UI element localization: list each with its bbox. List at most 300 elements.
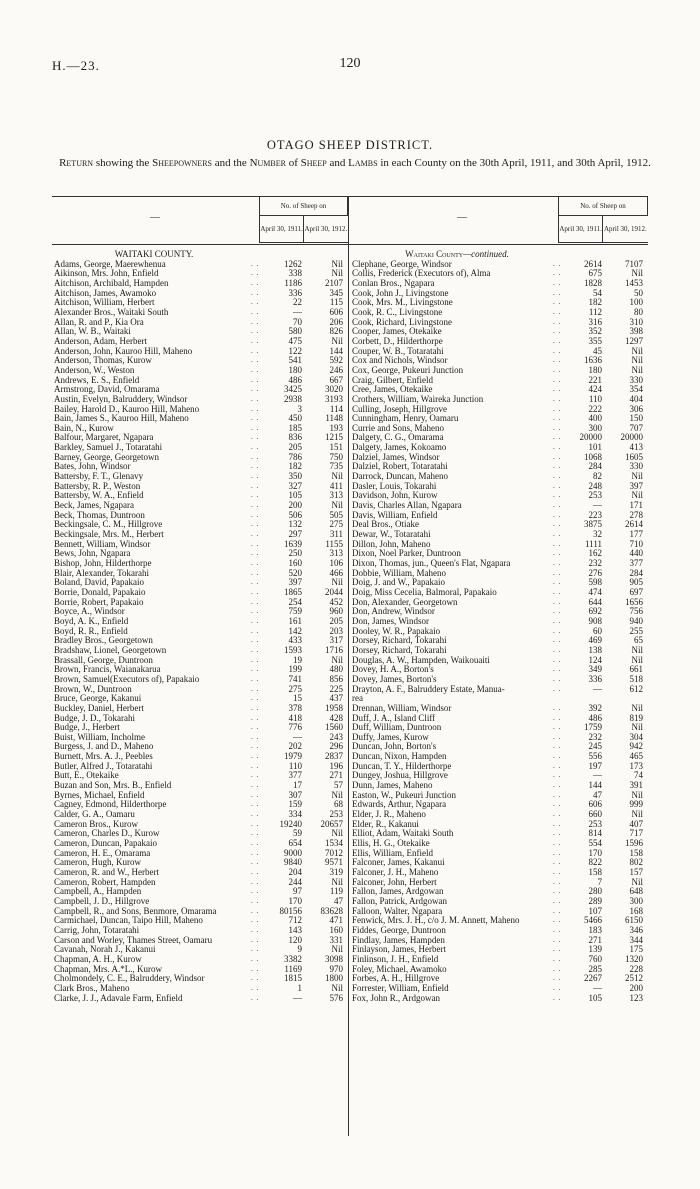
- sheep-count-1912: 819: [629, 712, 643, 723]
- sheep-count-1911: 7: [597, 876, 602, 887]
- sheep-count-1912: 47: [334, 895, 343, 906]
- owner-name: Budge, J. D., Tokarahi: [54, 713, 135, 723]
- owner-name: Falconer, James, Kakanui: [352, 858, 445, 868]
- owner-name: Allan, R. and P., Kia Ora: [54, 317, 144, 327]
- leader-dots: . .: [553, 385, 562, 394]
- sheep-count-1912: 717: [629, 828, 643, 839]
- sheep-count-1912: Nil: [631, 644, 643, 655]
- owner-name: Bishop, John, Hilderthorpe: [54, 559, 152, 568]
- leader-dots: . .: [251, 790, 260, 799]
- sheep-count-1912: 243: [329, 731, 343, 742]
- owner-name: Couper, W. B., Totaratahi: [352, 346, 444, 356]
- sheep-count-1912: 697: [629, 586, 643, 597]
- table-row: [54, 791, 346, 801]
- table-row: [352, 530, 648, 540]
- owner-name: Battersby, W. A., Enfield: [54, 491, 144, 501]
- leader-dots: . .: [251, 443, 260, 452]
- owner-name: Ellis, William, Enfield: [352, 848, 433, 858]
- leader-dots: . .: [251, 771, 260, 780]
- table-row: [54, 414, 346, 424]
- leader-dots: . .: [553, 365, 562, 374]
- sheep-count-1912: 576: [329, 992, 343, 1003]
- sheep-count-1912: 106: [329, 558, 343, 568]
- sheep-count-1912: Nil: [331, 577, 343, 588]
- table-row: [54, 462, 346, 472]
- leader-dots: . .: [251, 665, 260, 674]
- leader-dots: . .: [553, 935, 562, 944]
- sheep-count-1911: —: [593, 683, 602, 694]
- right-column-header: [558, 197, 648, 243]
- sheep-count-1911: —: [293, 306, 302, 317]
- owner-name: Aitchison, William, Herbert: [54, 298, 155, 308]
- table-row: [54, 820, 346, 830]
- table-row: [54, 926, 346, 936]
- owner-name: Bradshaw, Lionel, Georgetown: [54, 645, 167, 655]
- sheep-count-1912: 377: [629, 558, 643, 568]
- table-row: [352, 578, 648, 588]
- leader-dots: . .: [553, 307, 562, 316]
- leader-dots: . .: [251, 694, 260, 703]
- sheep-count-1912: Nil: [331, 471, 343, 482]
- leader-dots: . .: [251, 636, 260, 645]
- sheep-count-1912: Nil: [631, 345, 643, 356]
- leader-dots: . .: [251, 868, 260, 876]
- table-row: [352, 723, 648, 733]
- sheep-count-1912: 413: [629, 442, 643, 453]
- owner-name: Budge, J., Herbert: [54, 723, 120, 733]
- owner-name: Anderson, W., Weston: [54, 365, 135, 375]
- owner-name: Cagney, Edmond, Hilderthorpe: [54, 800, 167, 810]
- table-row: [352, 791, 648, 801]
- table-row: [352, 656, 648, 666]
- sheep-count-1911: —: [293, 731, 302, 742]
- leader-dots: . .: [251, 501, 260, 510]
- leader-dots: . .: [251, 472, 260, 481]
- owner-name: Alexander Bros., Waitaki South: [54, 307, 169, 317]
- page-number: 120: [339, 56, 361, 71]
- leader-dots: . .: [251, 964, 260, 973]
- sheep-count-1911: 253: [588, 818, 602, 829]
- sheep-count-1912: 1800: [325, 973, 343, 984]
- owner-name: Dalgety, C. G., Omarama: [352, 433, 444, 443]
- owner-name: Carrig, John, Totaratahi: [54, 925, 140, 935]
- table-row: [352, 800, 648, 810]
- owner-name: Beckingsale, Mrs. M., Herbert: [54, 530, 164, 540]
- sheep-count-1911: 9: [297, 944, 302, 955]
- leader-dots: . .: [251, 945, 260, 954]
- sheep-count-1911: 297: [288, 529, 302, 540]
- leader-dots: . .: [553, 858, 562, 867]
- sheep-count-1912: Nil: [331, 654, 343, 665]
- table-row: [352, 636, 648, 646]
- table-row: [54, 607, 346, 617]
- leader-dots: . .: [251, 539, 260, 548]
- sheep-count-1911: 284: [588, 461, 602, 472]
- table-column-divider: [348, 196, 349, 1136]
- sheep-count-1912: 452: [329, 596, 343, 607]
- sheep-count-1912: 404: [629, 393, 643, 404]
- sheep-count-1911: 122: [288, 345, 302, 356]
- sheep-count-1911: 15: [293, 693, 302, 704]
- sheep-count-1911: 741: [288, 673, 302, 684]
- sheep-count-1912: Nil: [631, 876, 643, 887]
- leader-dots: . .: [251, 626, 260, 635]
- leader-dots: . .: [553, 983, 562, 992]
- leader-dots: . .: [251, 559, 260, 567]
- leader-dots: . .: [553, 626, 562, 635]
- table-row: [352, 540, 648, 550]
- sheep-count-1912: Nil: [331, 500, 343, 511]
- table-row: [352, 327, 648, 337]
- sheep-count-1911: —: [593, 770, 602, 781]
- owner-name: Chapman, A. H., Kurow: [54, 954, 142, 964]
- leader-dots: . .: [251, 288, 260, 297]
- owner-name: Bews, John, Ngapara: [54, 549, 131, 559]
- table-row: [54, 482, 346, 492]
- table-row: [352, 810, 648, 820]
- leader-dots: . .: [553, 443, 562, 452]
- table-row: [352, 994, 648, 1004]
- leader-dots: . .: [251, 356, 260, 365]
- owner-name: Dovey, James, Borton's: [352, 674, 437, 684]
- leader-dots: . .: [251, 761, 260, 770]
- sheep-count-1911: 1169: [284, 963, 302, 974]
- sheep-count-1911: 244: [288, 876, 302, 887]
- owner-name: Cook, Richard, Livingstone: [352, 317, 452, 327]
- leader-dots: . .: [251, 597, 260, 606]
- owner-name: Clarke, J. J., Adavale Farm, Enfield: [54, 993, 183, 1003]
- owner-name: Bradley Bros., Georgetown: [54, 636, 153, 646]
- table-row: [352, 260, 648, 270]
- leader-dots: . .: [251, 655, 260, 664]
- owner-name: Anderson, John, Kauroo Hill, Maheno: [54, 346, 193, 356]
- table-row: [54, 588, 346, 598]
- sheep-count-1912: Nil: [631, 268, 643, 279]
- sheep-count-1911: 45: [593, 345, 602, 356]
- sheep-count-1912: 970: [329, 963, 343, 974]
- table-row: [352, 289, 648, 299]
- leader-dots: . .: [251, 433, 260, 442]
- sheep-count-1912: 319: [329, 867, 343, 877]
- right-name-header: —: [457, 212, 467, 223]
- sheep-count-1912: Nil: [631, 355, 643, 366]
- owner-name: Dalziel, James, Windsor: [352, 452, 440, 462]
- leader-dots: . .: [251, 916, 260, 925]
- sheep-count-1911: 3382: [284, 953, 302, 964]
- owner-name: Cholmondely, C. E., Balruddery, Windsor: [54, 974, 205, 984]
- table-row: [352, 356, 648, 366]
- sheep-count-1911: 654: [288, 838, 302, 849]
- sheep-count-1911: 276: [588, 567, 602, 578]
- table-row: [352, 308, 648, 318]
- table-row: [54, 356, 346, 366]
- sheep-count-1912: 317: [329, 635, 343, 646]
- table-row: [54, 752, 346, 762]
- owner-name: Barney, George, Georgetown: [54, 452, 160, 462]
- leader-dots: . .: [251, 925, 260, 934]
- sheep-count-1912: Nil: [631, 654, 643, 665]
- leader-dots: . .: [251, 703, 260, 712]
- sheep-count-1911: 80156: [279, 905, 302, 916]
- table-row: [352, 627, 648, 637]
- leader-dots: . .: [553, 684, 562, 693]
- owner-name: Anderson, Adam, Herbert: [54, 336, 147, 346]
- leader-dots: . .: [251, 327, 260, 336]
- owner-name: Dorsey, Richard, Tokarahi: [352, 645, 447, 655]
- leader-dots: . .: [553, 278, 562, 287]
- leader-dots: . .: [553, 481, 562, 490]
- sheep-count-1911: 254: [288, 596, 302, 607]
- sheep-count-1912: 440: [629, 548, 643, 559]
- owner-name: Burnett, Mrs. A. J., Peebles: [54, 752, 153, 762]
- sheep-count-1912: 310: [629, 316, 643, 327]
- leader-dots: . .: [553, 945, 562, 954]
- leader-dots: . .: [251, 781, 260, 790]
- table-row: [54, 540, 346, 550]
- sheep-count-1912: 173: [629, 760, 643, 771]
- table-row: [54, 771, 346, 781]
- sheep-count-1912: 193: [329, 422, 343, 433]
- sheep-count-1912: 206: [329, 316, 343, 327]
- table-row: [352, 520, 648, 530]
- leader-dots: . .: [251, 742, 260, 751]
- table-row: [54, 289, 346, 299]
- sheep-count-1911: 1815: [284, 973, 302, 984]
- leader-dots: . .: [553, 616, 562, 625]
- table-row: [352, 685, 648, 695]
- table-row: [54, 549, 346, 559]
- table-row: [54, 742, 346, 752]
- sheep-count-1912: 74: [634, 770, 643, 781]
- table-row: [352, 936, 648, 946]
- sheep-count-1912: 157: [629, 867, 643, 877]
- table-row: [54, 714, 346, 724]
- owner-name: Dovey, H. A., Borton's: [352, 665, 434, 675]
- table-row: [54, 646, 346, 656]
- owner-name: Cameron, Hugh, Kurow: [54, 858, 141, 868]
- sheep-count-1911: 139: [588, 944, 602, 955]
- table-row: [352, 385, 648, 395]
- leader-dots: . .: [251, 800, 260, 809]
- sheep-count-1912: 648: [629, 886, 643, 897]
- sheep-count-1912: 119: [329, 886, 343, 897]
- sheep-count-1912: 612: [629, 683, 643, 694]
- table-row: [352, 298, 648, 308]
- sheep-count-1911: 644: [588, 596, 602, 607]
- sheep-count-1912: 471: [329, 915, 343, 926]
- sheep-count-1912: 2044: [325, 586, 343, 597]
- owner-name: Brown, Francis, Waianakarua: [54, 665, 161, 675]
- table-row: [54, 501, 346, 511]
- sheep-count-1912: 750: [329, 451, 343, 462]
- left-owner-list: [54, 250, 346, 1003]
- table-row: [54, 878, 346, 888]
- sheep-count-1912: Nil: [331, 828, 343, 839]
- leader-dots: . .: [553, 839, 562, 848]
- sheep-count-1911: 433: [288, 635, 302, 646]
- sheep-count-1911: 144: [588, 780, 602, 791]
- owner-name: Armstrong, David, Omarama: [54, 385, 160, 395]
- sheep-count-1912: 196: [329, 760, 343, 771]
- leader-dots: . .: [553, 723, 562, 732]
- sheep-count-1912: 225: [329, 683, 343, 694]
- owner-name: Byrnes, Michael, Enfield: [54, 790, 145, 800]
- sheep-count-1911: 170: [288, 895, 302, 906]
- sheep-count-1911: 19240: [279, 818, 302, 829]
- sheep-count-1912: 707: [629, 422, 643, 433]
- sheep-count-1911: 334: [288, 809, 302, 820]
- sheep-count-1911: 675: [588, 268, 602, 279]
- owner-name: Drennan, William, Windsor: [352, 703, 452, 713]
- sheep-count-1912: 3193: [325, 393, 343, 404]
- table-row: [352, 433, 648, 443]
- table-header-rule: [52, 244, 648, 245]
- table-row: [352, 733, 648, 743]
- sheep-count-1912: 20000: [620, 432, 643, 443]
- sheep-count-1912: 942: [629, 741, 643, 752]
- table-row: [352, 424, 648, 434]
- sheep-count-1911: 9000: [284, 847, 302, 858]
- table-row: [54, 965, 346, 975]
- owner-name: Cree, James, Otekaike: [352, 385, 433, 395]
- owner-name: Clephane, George, Windsor: [352, 259, 452, 269]
- sheep-count-1911: 132: [288, 519, 302, 530]
- owner-name: Allan, W. B., Waitaki: [54, 327, 131, 337]
- table-row: [54, 994, 346, 1004]
- sheep-count-1911: 101: [588, 442, 602, 453]
- owner-name: Darrock, Duncan, Maheno: [352, 472, 448, 482]
- sheep-count-1912: 437: [329, 693, 343, 704]
- header-april-1911: April 30, 1911.: [260, 216, 304, 243]
- owner-name: Dillon, John, Maheno: [352, 539, 431, 549]
- sheep-count-1911: 377: [288, 770, 302, 781]
- sheep-count-1911: 19: [293, 654, 302, 665]
- sheep-count-1912: 518: [629, 673, 643, 684]
- sheep-count-1911: 336: [588, 673, 602, 684]
- owner-name: Boyd, R. R., Enfield: [54, 626, 128, 636]
- table-row: [54, 308, 346, 318]
- table-row: [54, 395, 346, 405]
- sheep-count-1911: 554: [588, 838, 602, 849]
- table-row: [352, 694, 648, 704]
- sheep-count-1911: 392: [588, 702, 602, 713]
- leader-dots: . .: [251, 848, 260, 857]
- leader-dots: . .: [251, 259, 260, 268]
- owner-name: Cavanah, Norah J., Kakanui: [54, 945, 156, 955]
- sheep-count-1912: Nil: [631, 722, 643, 733]
- leader-dots: . .: [553, 433, 562, 442]
- table-row: [352, 511, 648, 521]
- sheep-count-1911: 200: [288, 500, 302, 511]
- sheep-count-1912: 123: [629, 992, 643, 1003]
- table-row: [54, 810, 346, 820]
- sheep-count-1911: 606: [588, 799, 602, 810]
- sheep-count-1912: 2107: [325, 277, 343, 288]
- owner-name: Borrie, Robert, Papakaio: [54, 597, 144, 607]
- sheep-count-1911: 1068: [584, 451, 602, 462]
- table-row: [54, 800, 346, 810]
- leader-dots: . .: [553, 549, 562, 558]
- leader-dots: . .: [553, 713, 562, 722]
- header-april-1912: April 30, 1912.: [603, 216, 648, 243]
- sheep-count-1911: 170: [588, 847, 602, 858]
- owner-name: Foley, Michael, Awamoko: [352, 964, 447, 974]
- table-row: [352, 829, 648, 839]
- owner-name: Campbell, J. D., Hillgrove: [54, 896, 150, 906]
- leader-dots: . .: [553, 742, 562, 751]
- sheep-count-1912: 228: [629, 963, 643, 974]
- sheep-count-1911: 1979: [284, 751, 302, 762]
- leader-dots: . .: [553, 404, 562, 413]
- sheep-count-group-header: No. of Sheep on: [559, 197, 648, 216]
- sheep-count-1911: 3: [297, 403, 302, 414]
- sheep-count-1911: 280: [588, 886, 602, 897]
- table-row: [54, 520, 346, 530]
- owner-name: Cook, Mrs. M., Livingstone: [352, 298, 453, 308]
- sheep-count-1912: Nil: [631, 809, 643, 820]
- owner-name: Cameron, H. E., Omarama: [54, 848, 151, 858]
- sheep-count-1912: 2512: [625, 973, 643, 984]
- sheep-count-1911: 17: [293, 780, 302, 791]
- sheep-count-1911: 2267: [584, 973, 602, 984]
- table-row: [54, 723, 346, 733]
- table-row: [54, 405, 346, 415]
- sheep-count-1911: 120: [288, 934, 302, 945]
- sheep-count-1911: 162: [588, 548, 602, 559]
- sheep-count-1911: 9840: [284, 857, 302, 868]
- table-row: [54, 636, 346, 646]
- leader-dots: . .: [553, 925, 562, 934]
- table-row: [352, 617, 648, 627]
- table-row: [352, 482, 648, 492]
- owner-name: Corbett, D., Hilderthorpe: [352, 336, 443, 346]
- sheep-count-1912: 330: [629, 374, 643, 385]
- sheep-count-1911: 300: [588, 422, 602, 433]
- owner-name: Findlay, James, Hampden: [352, 935, 445, 945]
- table-row: [352, 607, 648, 617]
- owner-name: Cooper, James, Otekaike: [352, 327, 442, 337]
- owner-name: Falconer, John, Herbert: [352, 877, 437, 887]
- sheep-count-1912: Nil: [631, 490, 643, 501]
- table-row: [352, 984, 648, 994]
- leader-dots: . .: [251, 365, 260, 374]
- sheep-count-1911: 760: [588, 953, 602, 964]
- leader-dots: . .: [251, 317, 260, 326]
- sheep-count-1911: 185: [288, 422, 302, 433]
- leader-dots: . .: [553, 829, 562, 838]
- sheep-count-1911: 469: [588, 635, 602, 646]
- leader-dots: . .: [553, 655, 562, 664]
- sheep-count-1912: 606: [329, 306, 343, 317]
- owner-name: Crothers, William, Waireka Junction: [352, 394, 484, 404]
- table-row: [54, 945, 346, 955]
- table-row: [54, 916, 346, 926]
- sheep-count-1912: Nil: [631, 471, 643, 482]
- owner-name: Bailey, Harold D., Kauroo Hill, Maheno: [54, 404, 200, 414]
- sheep-count-1912: 205: [329, 615, 343, 626]
- owner-name: Easton, W., Pukeuri Junction: [352, 790, 456, 800]
- leader-dots: . .: [251, 269, 260, 278]
- leader-dots: . .: [553, 394, 562, 403]
- leader-dots: . .: [251, 491, 260, 500]
- leader-dots: . .: [251, 510, 260, 519]
- sheep-count-1911: 307: [288, 789, 302, 800]
- table-row: [352, 820, 648, 830]
- sheep-count-1911: 786: [288, 451, 302, 462]
- table-row: [352, 965, 648, 975]
- sheep-count-1912: 80: [634, 306, 643, 317]
- leader-dots: . .: [553, 993, 562, 1002]
